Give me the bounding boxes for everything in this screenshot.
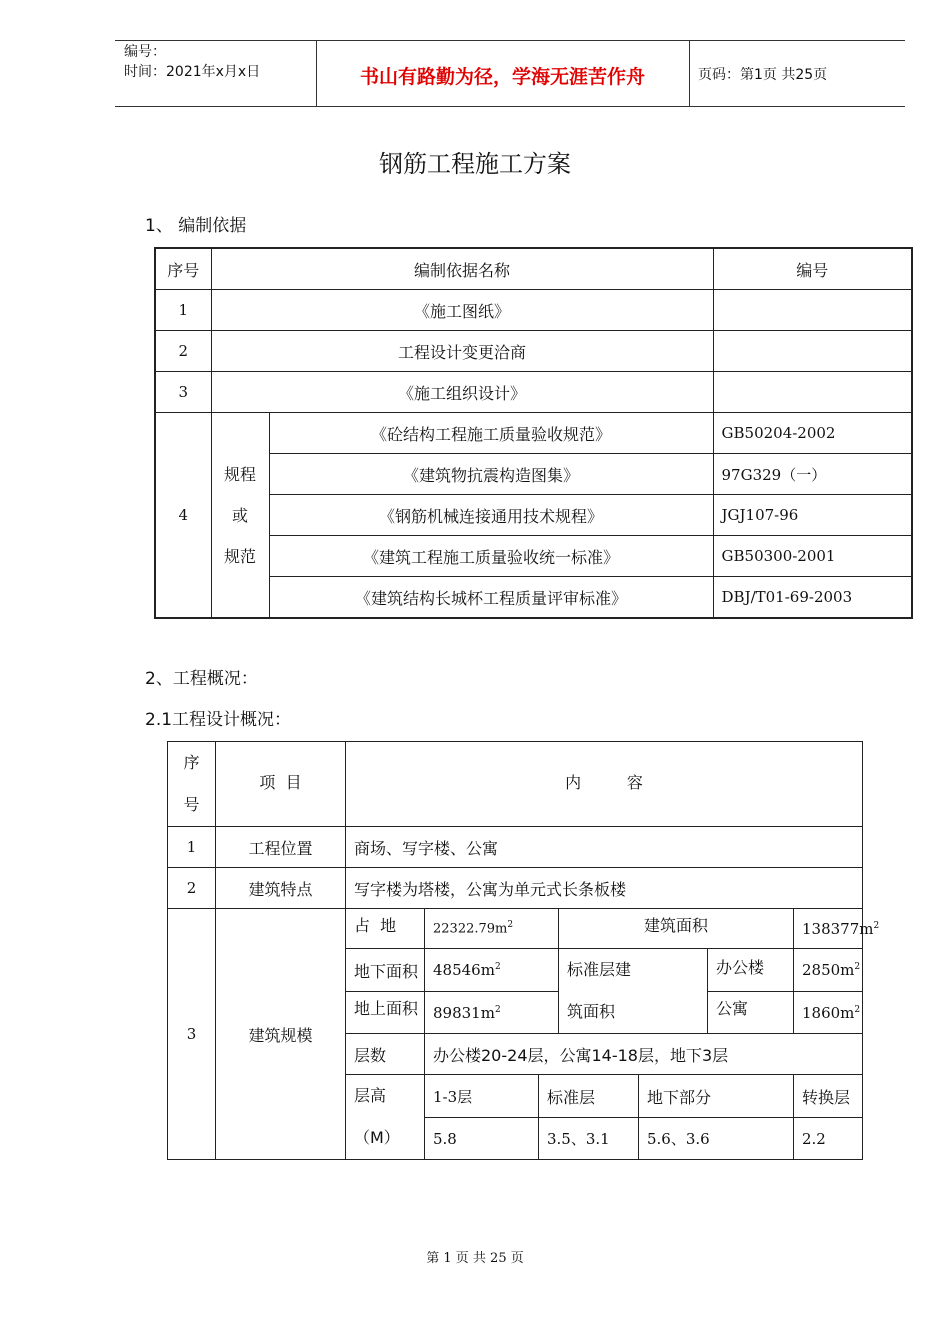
apartment-value [794, 992, 863, 1034]
land-label: 占 地 [346, 909, 425, 949]
table-row [155, 331, 912, 372]
row-code: 97G329（一） [713, 454, 912, 495]
unit-sup: 2 [854, 1004, 861, 1015]
section1-heading: 1、 编制依据 [145, 216, 247, 236]
table-row [155, 413, 912, 454]
building-area-label: 建筑面积 [559, 909, 794, 949]
row-code: JGJ107-96 [713, 495, 912, 536]
row-item: 建筑特点 [216, 868, 346, 909]
row-no: 3 [168, 909, 216, 1160]
group-category [211, 413, 269, 619]
height-col: 转换层 [794, 1075, 863, 1118]
row-content: 商场、写字楼、公寓 [346, 827, 863, 868]
row-name: 《建筑物抗震构造图集》 [269, 454, 713, 495]
table-row [155, 536, 912, 577]
height-label-line: 层高 [354, 1086, 387, 1105]
row-no: 2 [155, 331, 211, 372]
underground-value [425, 949, 559, 992]
office-value [794, 949, 863, 992]
row-no: 1 [155, 290, 211, 331]
row-name: 《建筑结构长城杯工程质量评审标准》 [269, 577, 713, 619]
row-name: 《施工组织设计》 [211, 372, 713, 413]
row-code [713, 331, 912, 372]
above-label: 地上面积 [346, 992, 425, 1034]
office-label: 办公楼 [708, 949, 794, 992]
header-motto: 书山有路勤为径，学海无涯苦作舟 [359, 66, 645, 88]
design-overview-table [167, 741, 880, 1160]
row-name: 《钢筋机械连接通用技术规程》 [269, 495, 713, 536]
row-name: 《施工图纸》 [211, 290, 713, 331]
row-code [713, 290, 912, 331]
land-value-text: 22322.79m [433, 921, 508, 937]
table-row [168, 868, 863, 909]
underground-label: 地下面积 [346, 949, 425, 992]
col2-header-no-line: 号 [183, 795, 200, 814]
row-code: GB50300-2001 [713, 536, 912, 577]
floors-label: 层数 [346, 1034, 425, 1075]
row-name: 工程设计变更洽商 [211, 331, 713, 372]
table-row [155, 290, 912, 331]
height-val: 3.5、3.1 [539, 1118, 639, 1160]
height-val: 5.6、3.6 [639, 1118, 794, 1160]
row-name: 《建筑工程施工质量验收统一标准》 [269, 536, 713, 577]
std-floor-label-line: 筑面积 [567, 1002, 616, 1021]
header-meta [124, 42, 260, 82]
height-val: 5.8 [425, 1118, 539, 1160]
unit-sup: 2 [873, 920, 880, 931]
building-area-value-text: 138377m [802, 919, 874, 938]
col-header-code: 编号 [713, 248, 912, 290]
table-header-row [155, 248, 912, 290]
table-row [155, 372, 912, 413]
unit-sup: 2 [507, 920, 514, 931]
row-item: 工程位置 [216, 827, 346, 868]
row-no: 1 [168, 827, 216, 868]
unit-sup: 2 [854, 962, 861, 972]
unit-sup: 2 [494, 962, 501, 972]
col-header-name: 编制依据名称 [211, 248, 713, 290]
group-category-line: 规范 [223, 546, 256, 566]
height-val: 2.2 [794, 1118, 863, 1160]
header-time-label: 时间：2021年x月x日 [124, 64, 261, 80]
apartment-value-text: 1860m [802, 1003, 855, 1022]
row-no: 3 [155, 372, 211, 413]
page-footer: 第 1 页 共 25 页 [426, 1251, 524, 1266]
table-row [168, 827, 863, 868]
row-code: DBJ/T01-69-2003 [713, 577, 912, 619]
col2-header-no [168, 742, 216, 827]
group-no: 4 [155, 413, 211, 619]
unit-sup: 2 [494, 1004, 501, 1015]
std-floor-label [559, 949, 708, 1034]
col2-header-item: 项 目 [216, 742, 346, 827]
section2-subheading: 2.1工程设计概况： [145, 710, 292, 730]
table-row [155, 454, 912, 495]
height-label-line: （M） [354, 1128, 400, 1147]
height-col: 地下部分 [639, 1075, 794, 1118]
header-divider-right [689, 40, 690, 106]
table-row [155, 577, 912, 619]
header-top-rule [115, 40, 905, 41]
table-row [155, 495, 912, 536]
row-content: 写字楼为塔楼，公寓为单元式长条板楼 [346, 868, 863, 909]
header-number-label: 编号： [124, 44, 166, 60]
col2-header-content: 内 容 [346, 742, 863, 827]
std-floor-label-line: 标准层建 [567, 960, 632, 979]
section2-heading: 2、工程概况： [145, 669, 258, 689]
height-col: 1-3层 [425, 1075, 539, 1118]
floors-value: 办公楼20-24层，公寓14-18层，地下3层 [425, 1034, 863, 1075]
header-page-info: 页码：第1页 共25页 [698, 67, 828, 83]
land-value [425, 909, 559, 949]
row-name: 《砼结构工程施工质量验收规范》 [269, 413, 713, 454]
document-title: 钢筋工程施工方案 [379, 150, 571, 178]
above-value [425, 992, 559, 1034]
table2-header-row [168, 742, 863, 827]
row-item: 建筑规模 [216, 909, 346, 1160]
above-value-text: 89831m [433, 1003, 495, 1022]
underground-value-text: 48546m [433, 961, 495, 979]
row-no: 2 [168, 868, 216, 909]
col2-header-no-line: 序 [183, 753, 200, 772]
group-category-line: 或 [231, 505, 248, 525]
header-bottom-rule [115, 106, 905, 107]
basis-table [154, 247, 913, 619]
row-code: GB50204-2002 [713, 413, 912, 454]
table-row [168, 909, 863, 949]
height-label [346, 1075, 425, 1160]
group-category-line: 规程 [223, 464, 256, 484]
height-col: 标准层 [539, 1075, 639, 1118]
office-value-text: 2850m [802, 961, 855, 979]
row-code [713, 372, 912, 413]
building-area-value [794, 909, 880, 949]
col-header-no: 序号 [155, 248, 211, 290]
apartment-label: 公寓 [708, 992, 794, 1034]
